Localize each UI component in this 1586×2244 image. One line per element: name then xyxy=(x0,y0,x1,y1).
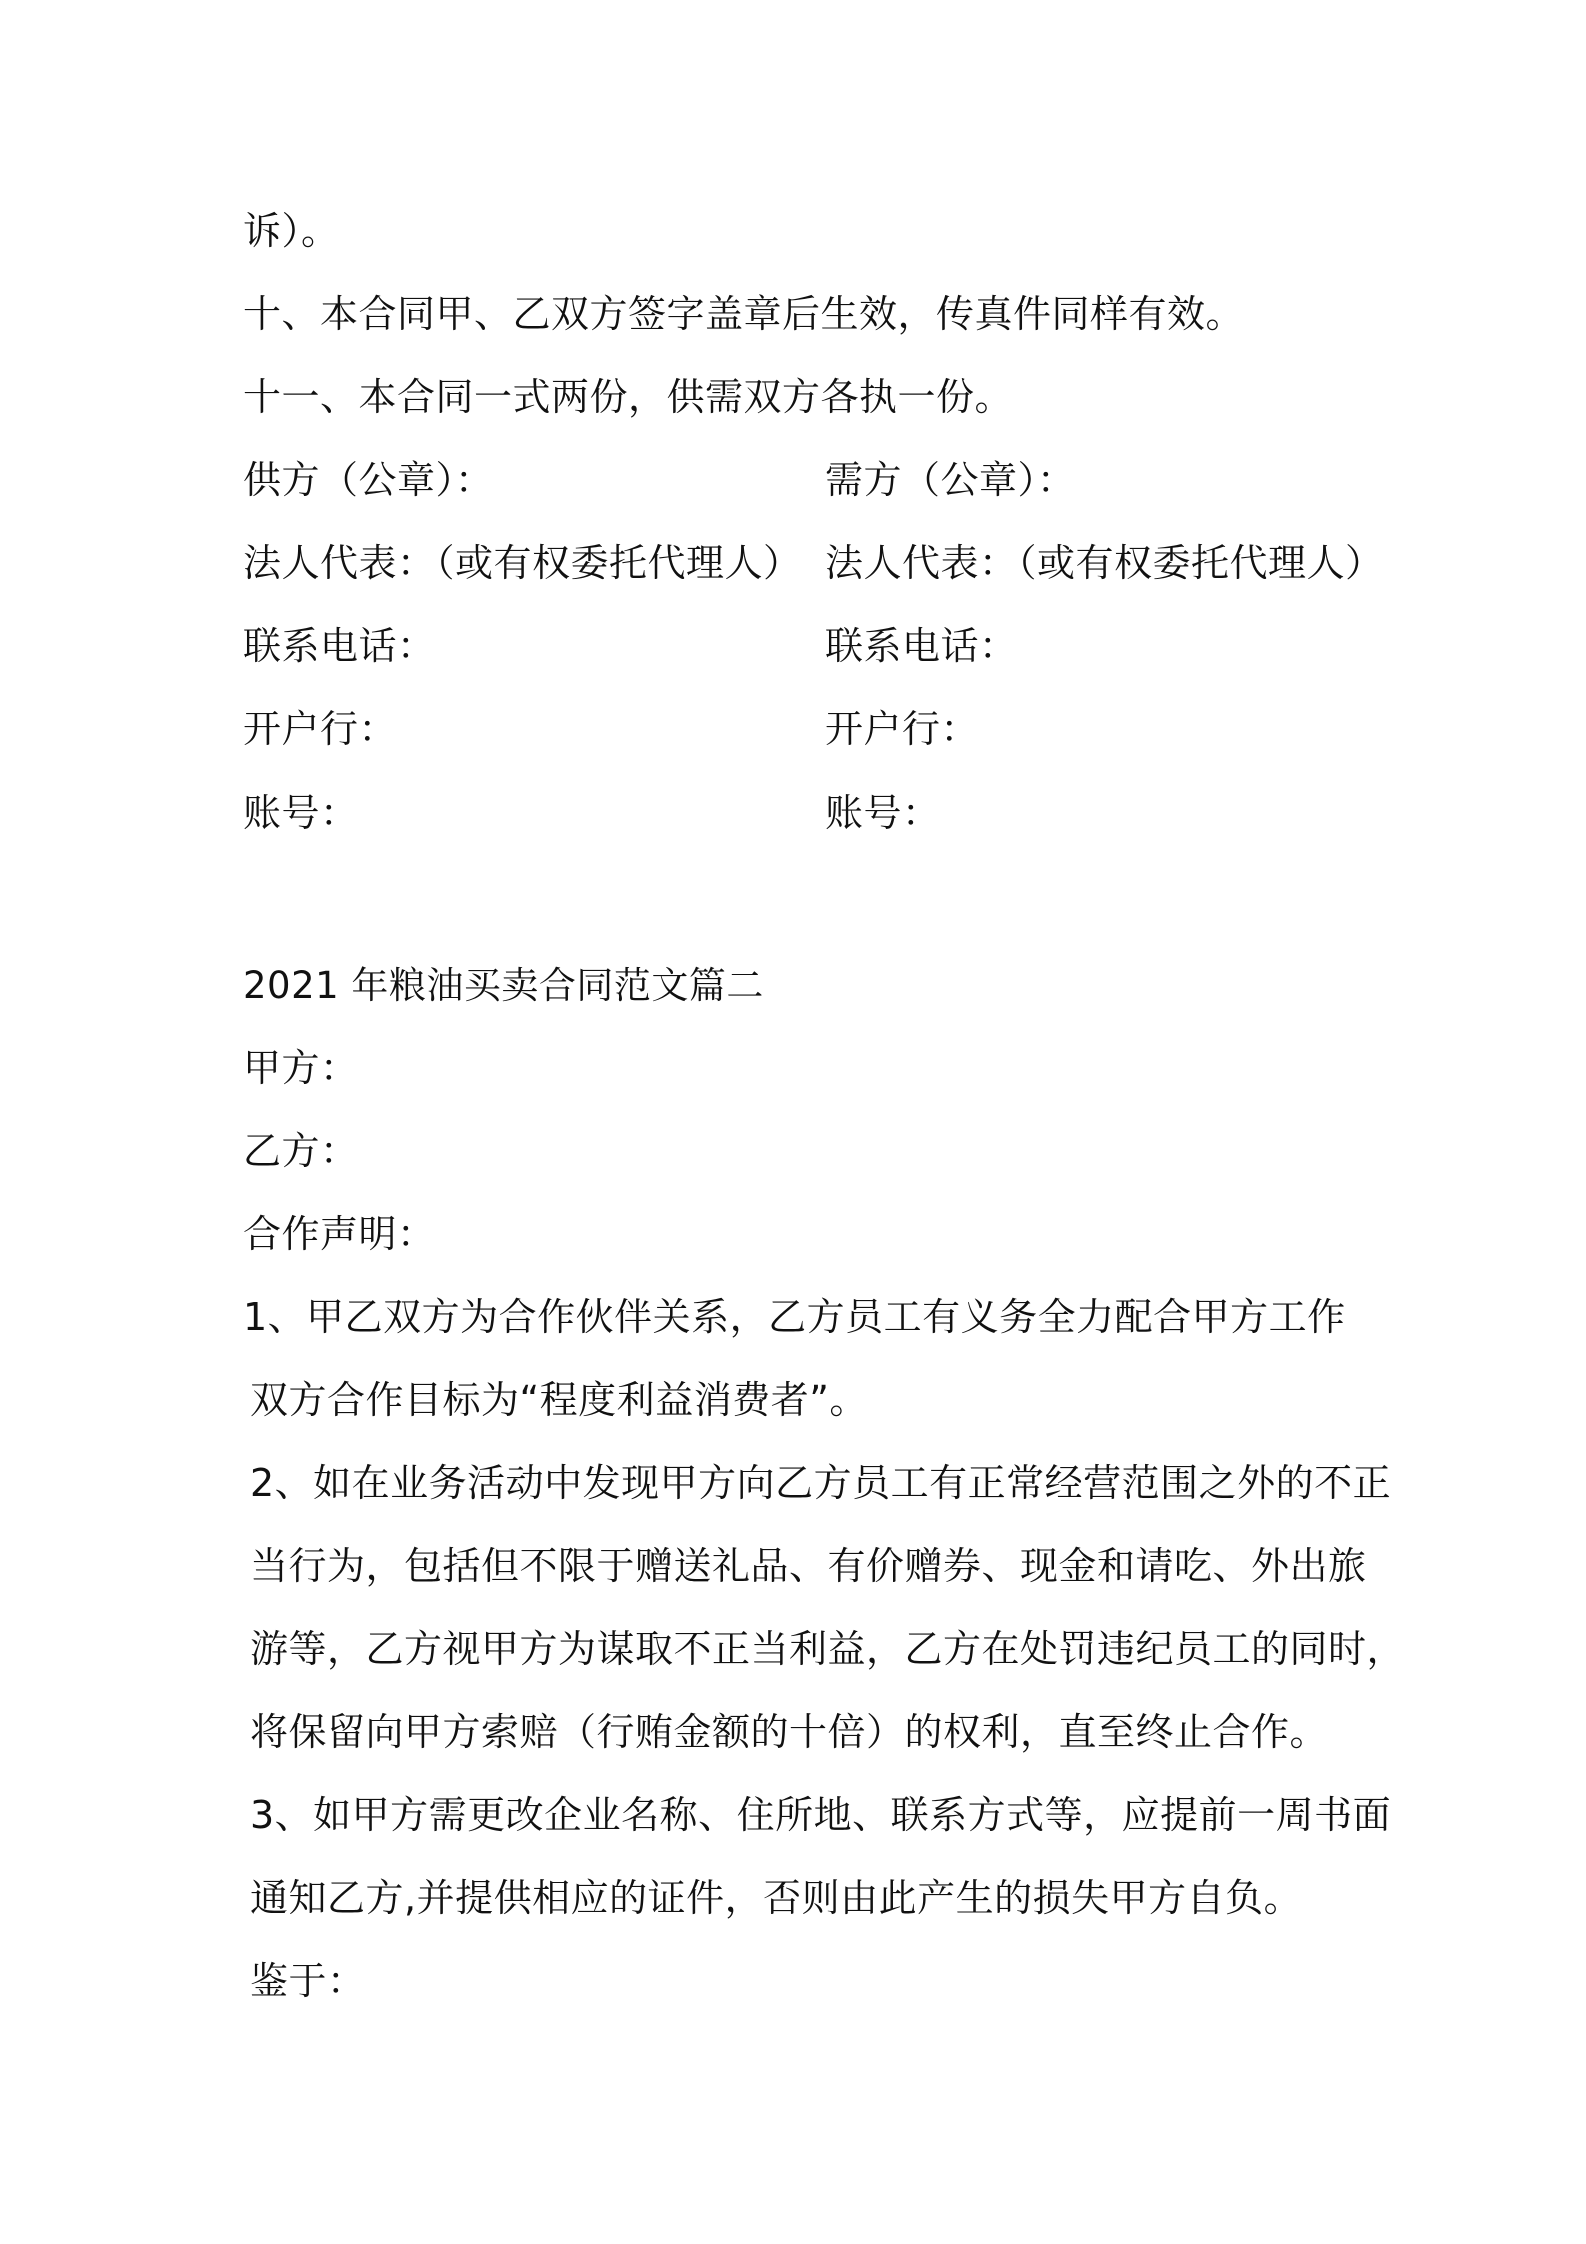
item-2-line-4: 将保留向甲方索赔（行贿金额的十倍）的权利，直至终止合作。 xyxy=(250,1710,1329,1754)
supplier-seal: 供方（公章）： xyxy=(243,458,494,502)
buyer-account: 账号： xyxy=(825,791,941,835)
buyer-seal: 需方（公章）： xyxy=(825,458,1076,502)
item-1-line-2: 双方合作目标为“程度利益消费者”。 xyxy=(250,1378,868,1422)
continuation-text: 诉）。 xyxy=(243,209,340,253)
supplier-legal-rep: 法人代表：（或有权委托代理人） xyxy=(243,541,802,585)
supplier-phone: 联系电话： xyxy=(243,624,436,668)
item-3-line-1: 3、如甲方需更改企业名称、住所地、联系方式等，应提前一周书面 xyxy=(250,1793,1392,1837)
clause-10: 十、本合同甲、乙双方签字盖章后生效，传真件同样有效。 xyxy=(243,292,1245,336)
item-2-line-2: 当行为，包括但不限于赠送礼品、有价赠券、现金和请吃、外出旅 xyxy=(250,1544,1367,1588)
buyer-phone: 联系电话： xyxy=(825,624,1018,668)
party-a-label: 甲方： xyxy=(243,1046,359,1090)
party-b-label: 乙方： xyxy=(243,1129,359,1173)
supplier-account: 账号： xyxy=(243,791,359,835)
item-2-line-1: 2、如在业务活动中发现甲方向乙方员工有正常经营范围之外的不正 xyxy=(250,1461,1392,1505)
item-1-line-1: 1、甲乙双方为合作伙伴关系，乙方员工有义务全力配合甲方工作 xyxy=(243,1295,1346,1339)
clause-11: 十一、本合同一式两份，供需双方各执一份。 xyxy=(243,375,1014,419)
item-2-line-3: 游等，乙方视甲方为谋取不正当利益，乙方在处罚违纪员工的同时， xyxy=(250,1627,1406,1671)
statement-heading: 合作声明： xyxy=(243,1212,436,1256)
section-title: 2021 年粮油买卖合同范文篇二 xyxy=(243,964,764,1007)
buyer-legal-rep: 法人代表：（或有权委托代理人） xyxy=(825,541,1384,585)
item-3-line-2: 通知乙方,并提供相应的证件，否则由此产生的损失甲方自负。 xyxy=(250,1876,1303,1920)
supplier-bank: 开户行： xyxy=(243,707,398,751)
buyer-bank: 开户行： xyxy=(825,707,980,751)
whereas-label: 鉴于： xyxy=(250,1959,366,2003)
